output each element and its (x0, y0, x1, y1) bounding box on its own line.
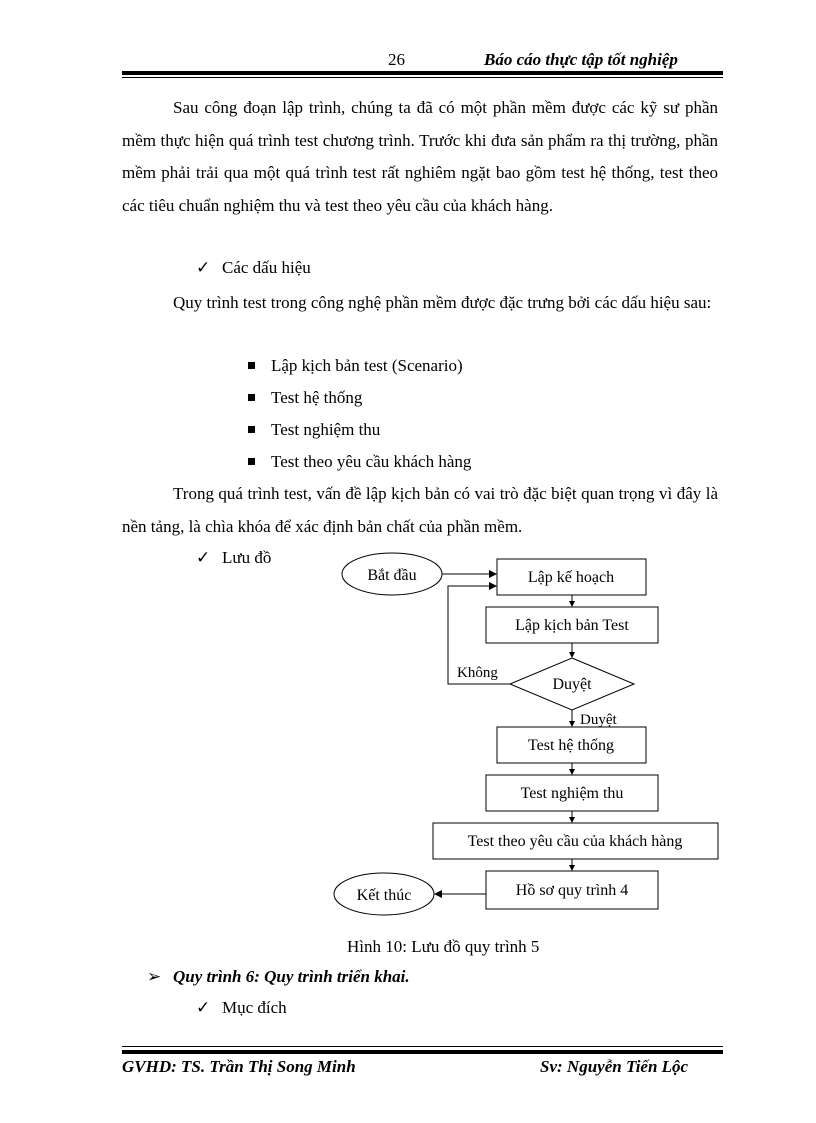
start-label: Bắt đầu (367, 567, 417, 584)
section-heading (147, 967, 410, 987)
end-label: Kết thúc (356, 887, 412, 904)
paragraph-signs: Quy trình test trong công nghệ phần mềm được đặc trưng bởi các dấu hiệu sau: (173, 293, 712, 312)
yes-branch-label: Duyệt (580, 712, 617, 728)
step-scenario-label: Lập kịch bản Test (515, 617, 629, 634)
list-item: Lập kịch bản test (Scenario) (248, 350, 471, 382)
step-system-test-label: Test hệ thống (528, 737, 614, 754)
checkmark-icon: ✓ (196, 548, 211, 567)
section-heading-label: Quy trình 6: Quy trình triển khai. (173, 967, 410, 986)
list-item: Test theo yêu cầu khách hàng (248, 446, 471, 478)
header-title: Báo cáo thực tập tốt nghiệp (484, 50, 678, 69)
step-acceptance-test-label: Test nghiệm thu (520, 785, 624, 802)
footer-rule-thick (122, 1050, 723, 1054)
check-item-purpose (196, 998, 287, 1018)
decision-label: Duyệt (552, 676, 592, 693)
footer-advisor: GVHD: TS. Trần Thị Song Minh (122, 1057, 356, 1076)
checkmark-icon: ✓ (196, 998, 211, 1017)
list-item: Test hệ thống (248, 382, 471, 414)
paragraph-scenario: Trong quá trình test, vấn đề lập kịch bản có vai trò đặc biệt quan trọng vì đây là nền tảng, là chìa khóa để xác định bản chất của phần mềm. (122, 484, 718, 536)
step-plan-label: Lập kế hoạch (527, 569, 615, 586)
check-item-label: Các dấu hiệu (222, 258, 311, 277)
paragraph-intro: Sau công đoạn lập trình, chúng ta đã có một phần mềm được các kỹ sư phần mềm thực hiện quá trình test chương trình. Trước khi đưa sản phẩm ra thị trường, phần mềm phải trải qua một quá trình test rất nghiêm ngặt bao gồm test hệ thống, test theo các tiêu chuẩn nghiệm thu và test theo yêu cầu của khách hàng. (122, 98, 718, 215)
arrow-bullet-icon: ➢ (147, 967, 162, 986)
footer-rule-thin (122, 1046, 723, 1047)
check-item-label: Mục đích (222, 998, 287, 1017)
no-branch-label: Không (457, 665, 498, 681)
figure-caption: Hình 10: Lưu đồ quy trình 5 (347, 937, 540, 956)
step-process-record-label: Hồ sơ quy trình 4 (515, 882, 629, 899)
step-customer-test-label: Test theo yêu cầu của khách hàng (467, 833, 683, 850)
checkmark-icon: ✓ (196, 258, 211, 277)
check-item-label: Lưu đồ (222, 548, 272, 567)
footer-student: Sv: Nguyễn Tiến Lộc (540, 1057, 689, 1076)
list-item: Test nghiệm thu (248, 414, 471, 446)
page-number: 26 (388, 50, 405, 69)
